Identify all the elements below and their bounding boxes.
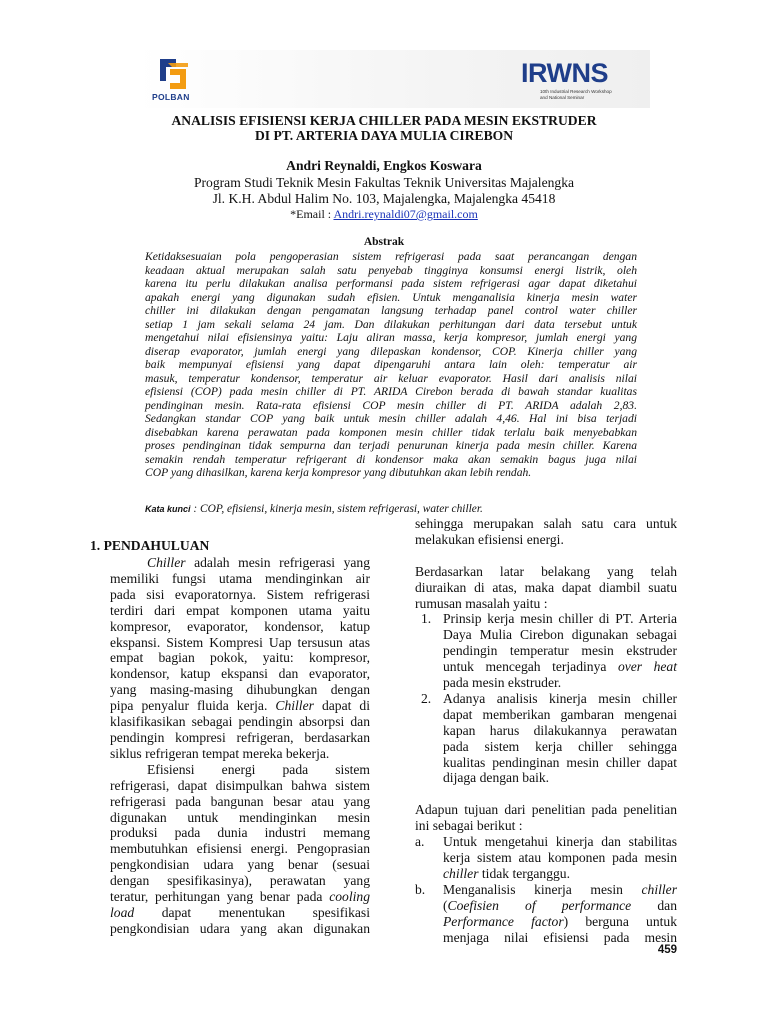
irwns-logo-text: IRWNS	[521, 58, 609, 88]
list-line: dapat memberikan gambaran mengenai	[443, 706, 677, 722]
paragraph-line	[110, 555, 370, 571]
paragraph-line: pengkondisian udara yang benar (sesuai	[110, 857, 370, 873]
list-line: kapan harus dilakukannya perawatan	[443, 722, 677, 738]
paragraph-line: yang masing-masing dihubungkan dengan	[110, 682, 370, 698]
paragraph-line: kompresor, evaporator, kondensor, katup	[110, 618, 370, 634]
paragraph-line: ini sebagai berikut :	[415, 818, 523, 834]
keywords	[145, 503, 483, 515]
list-letter: b.	[415, 881, 426, 897]
polban-logo-text: POLBAN	[152, 92, 190, 102]
list-line: Daya Mulia Cirebon digunakan sebagai	[443, 627, 677, 643]
abstract-line: karena itu perlu dilakukan analisa performansi pada sistem refrigerasi agar dapat diketahui	[145, 277, 637, 290]
abstract-line: masuk, temperatur kondensor, temperatur air keluar evaporator. Hasil dari analisis nilai	[145, 371, 637, 385]
list-line: pendingin temperatur mesin ekstruder	[443, 643, 677, 659]
text-run: ) berguna untuk	[563, 913, 678, 929]
list-line: Prinsip kerja mesin chiller di PT. Arteria	[443, 611, 677, 627]
abstract-line: pendinginan mesin. Rata-rata efisiensi COP mesin chiller di PT. ARIDA adalah 2,83.	[145, 398, 637, 412]
list-line	[443, 914, 677, 930]
abstract-line: semakin rendah temperatur refrigerant di kondensor maka akan semakin bagus juga nilai	[145, 452, 637, 466]
over-heat-term: over heat	[617, 659, 677, 675]
list-item	[415, 834, 677, 882]
abstract-line: COP yang dihasilkan, karena kerja kompresor yang dibutuhkan akan lebih rendah.	[145, 466, 532, 479]
email-link[interactable]: Andri.reynaldi07@gmail.com	[333, 207, 478, 221]
paragraph-line: Efisiensi energi pada sistem	[147, 761, 370, 777]
irwns-logo-subtitle-2: and National Seminar	[540, 95, 585, 100]
abstract-heading: Abstrak	[363, 236, 405, 248]
abstract-line: Sedangkan standar COP yang baik untuk mesin chiller adalah 4,46. Hal ini bisa terjadi	[145, 412, 637, 425]
text-run: teratur, perhitungan yang benar pada	[110, 889, 330, 905]
abstract-line: Ketidaksesuaian pola pengoperasian sistem refrigerasi pada saat perancangan dengan	[145, 250, 637, 263]
keywords-text: : COP, efisiensi, kinerja mesin, sistem refrigerasi, water chiller.	[190, 503, 483, 515]
chiller-term: chiller	[443, 865, 479, 881]
list-line: menjaga nilai efisiensi pada mesin	[443, 929, 677, 945]
abstract-line: mengetahui nilai efisiensinya yaitu: Laju aliran massa, kerja kompresor, jumlah energi yang	[145, 331, 637, 344]
affiliation-line-1: Program Studi Teknik Mesin Fakultas Teknik Universitas Majalengka	[193, 175, 575, 190]
list-item	[415, 691, 677, 786]
paragraph-line	[110, 889, 370, 905]
performance-factor-term: Performance factor	[443, 913, 564, 929]
text-run: untuk mencegah terjadinya	[443, 659, 618, 675]
list-number: 1.	[421, 611, 432, 627]
paragraph-line: refrigerasi, dapat disimpulkan bahwa sistem	[110, 777, 370, 793]
text-run: dapat menentukan spesifikasi	[134, 904, 370, 920]
list-item	[415, 882, 677, 946]
abstract-line: disebabkan karena perawatan pada komponen mesin chiller tidak terlalu baik menyebabkan	[145, 425, 637, 439]
text-run: dan	[631, 897, 677, 913]
list-line	[443, 882, 677, 898]
chiller-term: Chiller	[275, 698, 314, 714]
list-line: Untuk mengetahui kinerja dan stabilitas	[443, 834, 677, 850]
list-line: kualitas pendinginan mesin chiller dapat	[443, 754, 677, 770]
paragraph-line: membutuhkan efisiensi energi. Pengoprasian	[110, 841, 370, 857]
paper-authors: Andri Reynaldi, Engkos Koswara	[286, 158, 482, 173]
text-run: dapat di	[313, 698, 370, 714]
paragraph-line: siklus refrigeran tempat mereka bekerja.	[110, 745, 330, 761]
right-column	[415, 516, 677, 945]
abstract-line: chiller ini dilakukan dengan pengamatan langsung terhadap panel control water chiller	[145, 304, 637, 317]
paper-title-line-2: DI PT. ARTERIA DAYA MULIA CIREBON	[254, 128, 514, 143]
paragraph-line: produksi pada dunia industri memang	[110, 825, 370, 841]
text-run: tidak terganggu.	[478, 865, 570, 881]
paragraph-line	[110, 698, 370, 714]
list-letter: a.	[415, 834, 425, 850]
paragraph-line: rumusan masalah yaitu :	[415, 595, 548, 611]
paragraph-line: pendingin kompresi refrigeran, berdasarkan	[110, 729, 370, 745]
abstract-line: efisiensi (COP) pada mesin chiller di PT. ARIDA Cirebon berada di bawah standar kualitas	[145, 385, 637, 398]
polban-logo-icon	[152, 55, 192, 91]
affiliation-line-2: Jl. K.H. Abdul Halim No. 103, Majalengka, Majalengka 45418	[212, 191, 556, 206]
paragraph-line: melakukan efisiensi energi.	[415, 531, 564, 547]
chiller-term: chiller	[641, 881, 677, 897]
section-heading-pendahuluan: 1. PENDAHULUAN	[90, 538, 210, 553]
paragraph-line: sehingga merupakan salah satu cara untuk	[415, 516, 677, 531]
text-run: adalah mesin refrigerasi yang	[185, 555, 370, 570]
paragraph-line: Adapun tujuan dari penelitian pada penelitian	[415, 802, 677, 818]
abstract-line: setiap 1 jam sekali selama 24 jam. Dan dilakukan perhitungan dari data tersebut untuk	[145, 317, 637, 331]
list-line: dijaga dengan baik.	[443, 770, 550, 786]
paragraph-line: dengan spesifikasinya), perawatan yang	[110, 873, 370, 889]
paragraph-line: empat bagian pokok, yaitu: kompresor,	[110, 650, 370, 666]
irwns-logo-subtitle-1: 10th Industrial Research Workshop	[540, 89, 612, 94]
paragraph-line: memiliki fungsi utama mendinginkan air	[110, 570, 370, 586]
abstract-line: proses pendinginan tidak sempurna dan terjadi penurunan kinerja pada mesin chiller. Karena	[145, 439, 637, 452]
list-line: kerja sistem atau komponen pada mesin	[443, 850, 677, 865]
keywords-label: Kata kunci	[145, 504, 191, 514]
paragraph-line: kondensor, katup ekspansi dan evaporator,	[110, 666, 370, 682]
load-term: load	[110, 904, 135, 920]
paragraph-line: klasifikasikan sebagai pendingin absorpsi dan	[110, 714, 370, 730]
paragraph-line: refrigerasi pada bangunan besar atau yang	[110, 793, 370, 809]
list-item	[415, 611, 677, 691]
list-line: pada mesin ekstruder.	[443, 675, 562, 691]
text-run: (	[443, 897, 448, 913]
coefisien-term: Coefisien of performance	[447, 897, 632, 913]
paragraph-line: terdiri dari empat komponen utama yaitu	[110, 602, 370, 618]
text-run: Menganalisis kinerja mesin	[443, 881, 642, 897]
list-line: Adanya analisis kinerja mesin chiller	[443, 690, 677, 706]
left-column	[110, 555, 370, 937]
paragraph-line: ekspansi. Sistem Kompresi Uap tersusun atas	[110, 634, 370, 650]
abstract-body	[145, 250, 637, 480]
paragraph-line: Berdasarkan latar belakang yang telah	[415, 563, 677, 579]
page-number: 459	[657, 944, 677, 956]
paragraph-line: digunakan untuk mendinginkan mesin	[110, 809, 370, 825]
paper-title-line-1: ANALISIS EFISIENSI KERJA CHILLER PADA MESIN EKSTRUDER	[171, 113, 597, 128]
abstract-line: diserap evaporator, jumlah energi yang dilepaskan kondensor, COP. Kinerja chiller yang	[145, 344, 637, 358]
paragraph-line: diuraikan di atas, maka dapat diambil suatu	[415, 579, 677, 595]
abstract-line: apakah energi yang digunakan sudah efisien. Untuk menganalisia kinerja mesin water	[145, 290, 637, 304]
list-line	[443, 659, 677, 675]
abstract-line: keadaan aktual merupakan salah satu penyebab tingginya konsumsi energi listrik, oleh	[145, 263, 637, 277]
email-prefix: *Email :	[290, 207, 334, 221]
paragraph-line: pada sisi evaporatornya. Sistem refrigerasi	[110, 586, 370, 602]
list-line: pada sistem kerja chiller sehingga	[443, 738, 677, 754]
list-line	[443, 898, 677, 914]
cooling-term: cooling	[329, 889, 370, 905]
chiller-term: Chiller	[147, 555, 186, 570]
list-line	[443, 866, 677, 882]
text-run: pipa penyalur fluida kerja.	[110, 698, 276, 714]
abstract-line: baik mempunyai efisiensi yang dapat dipengaruhi antara lain oleh: temperatur air	[145, 358, 637, 371]
paragraph-line	[110, 905, 370, 921]
list-number: 2.	[421, 690, 432, 706]
email-line	[0, 207, 768, 222]
paragraph-line: pengkondisian udara yang akan digunakan	[110, 920, 370, 936]
